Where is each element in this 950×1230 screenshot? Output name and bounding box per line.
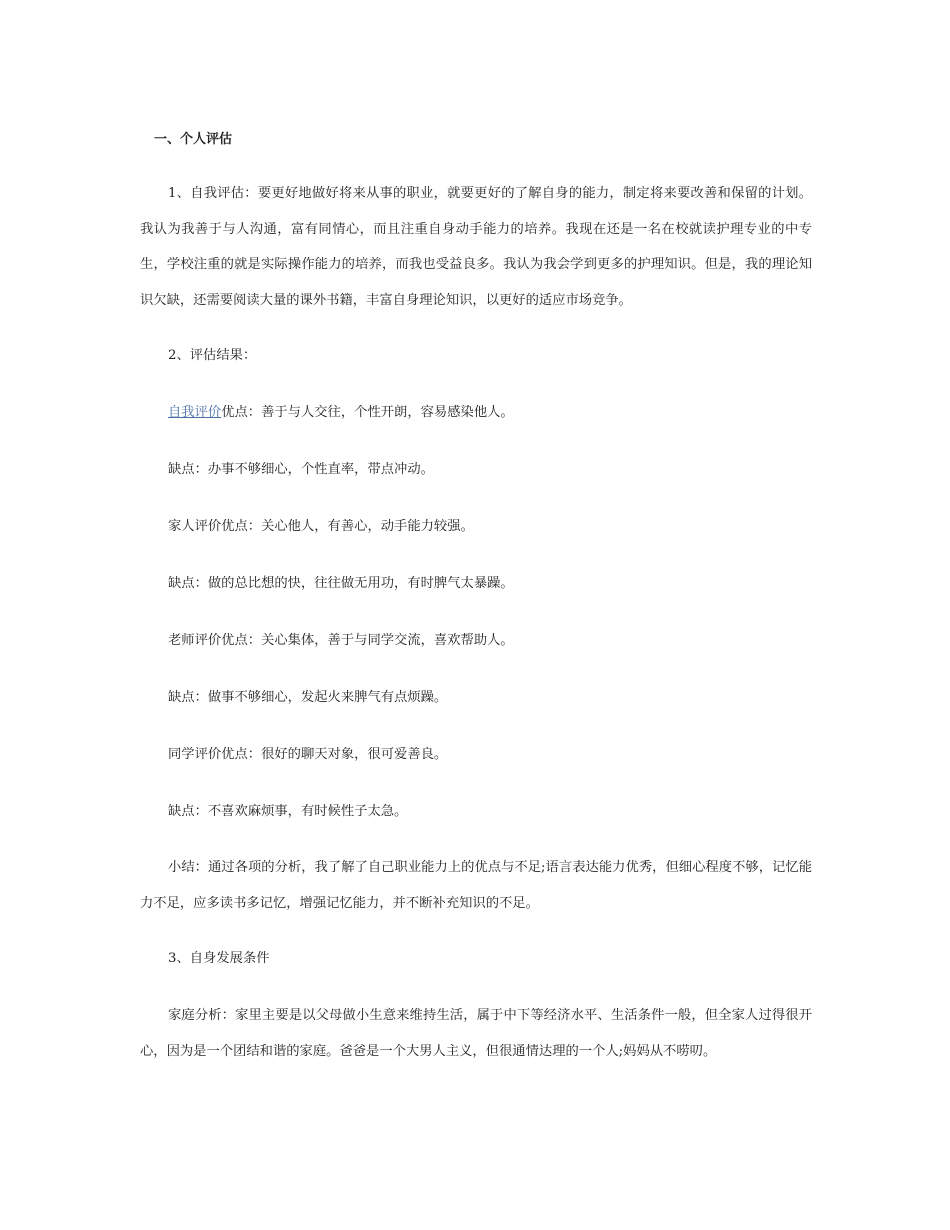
section-title: 一、个人评估 — [154, 132, 233, 147]
summary-paragraph: 小结：通过各项的分析，我了解了自己职业能力上的优点与不足;语言表达能力优秀，但细心程度不够，记忆能力不足，应多读书多记忆，增强记忆能力，并不断补充知识的不足。 — [140, 860, 812, 911]
family-strengths: 家人评价优点：关心他人，有善心，动手能力较强。 — [168, 519, 474, 534]
classmate-strengths: 同学评价优点：很好的聊天对象，很可爱善良。 — [168, 747, 448, 762]
classmate-weaknesses: 缺点：不喜欢麻烦事，有时候性子太急。 — [168, 804, 408, 819]
self-assessment-paragraph: 1、自我评估：要更好地做好将来从事的职业，就要更好的了解自身的能力，制定将来要改善和保留的计划。我认为我善于与人沟通，富有同情心，而且注重自身动手能力的培养。我现在还是一名在校就读护理专业的中专生，学校注重的就是实际操作能力的培养，而我也受益良多。我认为我会学到更多的护理知识。但是，我的理论知识欠缺，还需要阅读大量的课外书籍，丰富自身理论知识，以更好的适应市场竞争。 — [140, 186, 812, 308]
conditions-heading: 3、自身发展条件 — [168, 951, 270, 966]
teacher-weaknesses: 缺点：做事不够细心，发起火来脾气有点烦躁。 — [168, 690, 448, 705]
self-weaknesses: 缺点：办事不够细心，个性直率，带点冲动。 — [168, 462, 434, 477]
self-evaluation-link[interactable]: 自我评价 — [168, 405, 222, 420]
teacher-strengths: 老师评价优点：关心集体，善于与同学交流，喜欢帮助人。 — [168, 633, 514, 648]
self-strengths-text: 优点：善于与人交往，个性开朗，容易感染他人。 — [221, 405, 514, 420]
family-weaknesses: 缺点：做的总比想的快，往往做无用功，有时脾气太暴躁。 — [168, 576, 514, 591]
family-analysis-paragraph: 家庭分析：家里主要是以父母做小生意来维持生活，属于中下等经济水平、生活条件一般，但全家人过得很开心，因为是一个团结和谐的家庭。爸爸是一个大男人主义，但很通情达理的一个人;妈妈从不唠叨。 — [140, 1008, 812, 1059]
self-evaluation-line — [168, 403, 514, 423]
results-heading: 2、评估结果： — [168, 348, 257, 363]
